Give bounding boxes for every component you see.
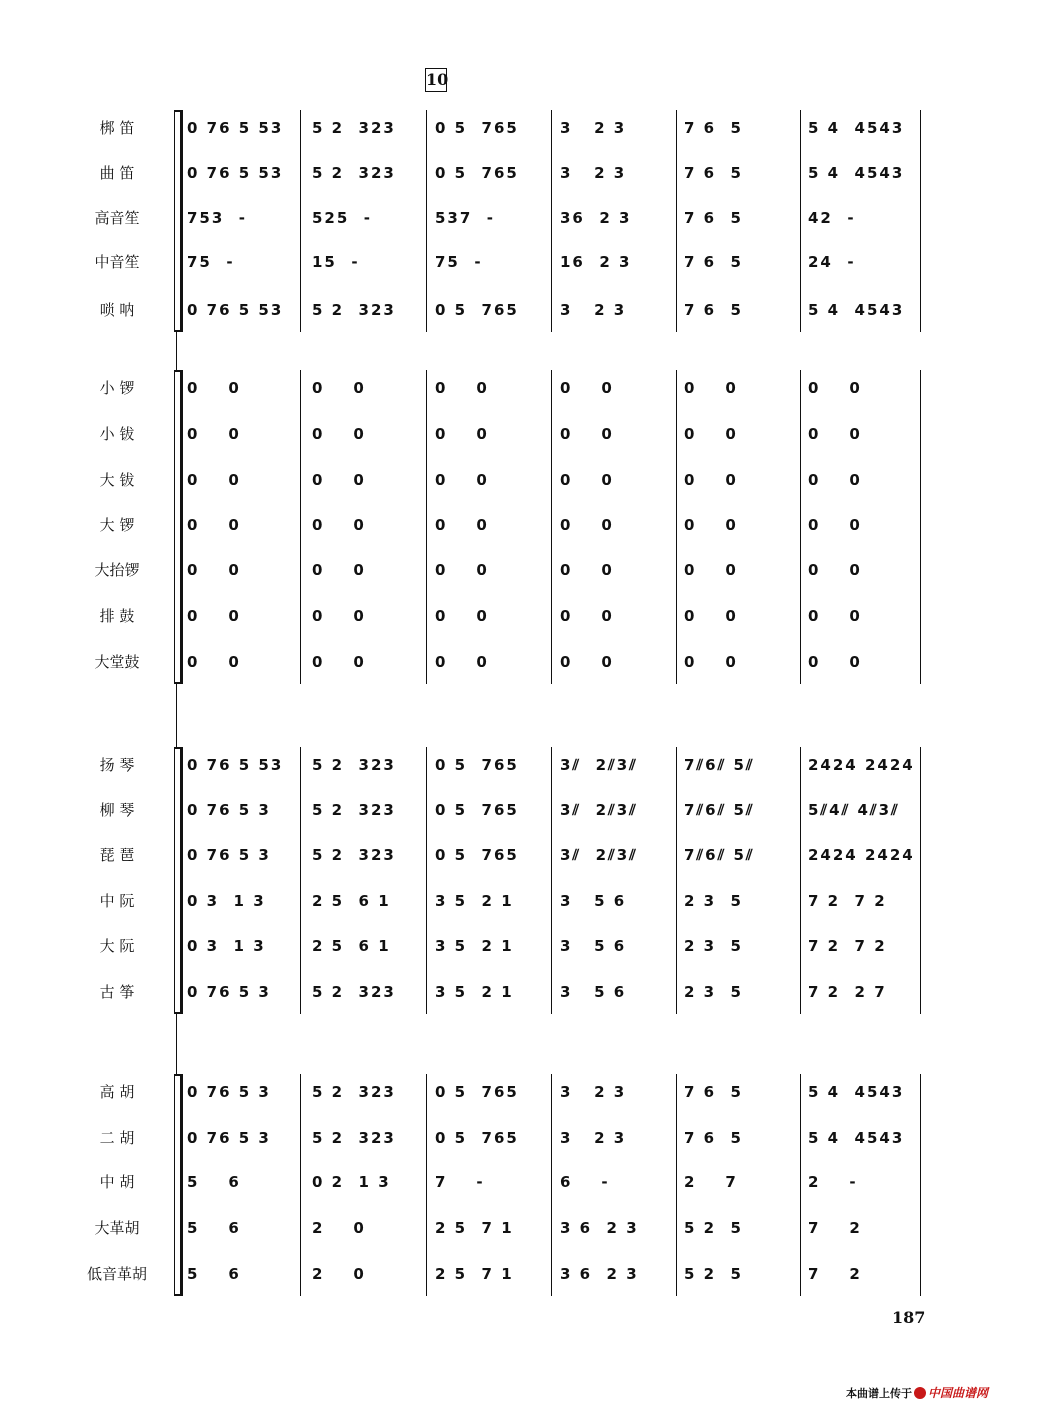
- measure-cell: 0 0: [312, 653, 366, 671]
- barline: [300, 1074, 301, 1296]
- measure-cell: 0 0: [808, 607, 862, 625]
- instrument-label: 唢 呐: [99, 301, 135, 319]
- measure-cell: 3 5 2 1: [435, 892, 514, 910]
- measure-cell: 5 4 4543: [808, 1129, 905, 1147]
- system-bowed: [0, 1074, 1040, 1296]
- measure-cell: 5 6: [187, 1173, 241, 1191]
- barline: [426, 370, 427, 684]
- measure-cell: 0 5 765: [435, 756, 519, 774]
- instrument-label: 琵 琶: [99, 846, 135, 864]
- measure-cell: 2 7: [684, 1173, 738, 1191]
- measure-cell: 2424 2424: [808, 756, 915, 774]
- measure-cell: 2 0: [312, 1265, 366, 1283]
- measure-cell: 0 0: [560, 607, 614, 625]
- measure-cell: 0 76 5 53: [187, 164, 284, 182]
- measure-cell: 36 2 3: [560, 209, 632, 227]
- measure-cell: 7 6 5: [684, 164, 743, 182]
- barline: [676, 110, 677, 332]
- system-brace: [174, 1074, 175, 1296]
- barline: [920, 1074, 921, 1296]
- measure-cell: 5 2 323: [312, 846, 396, 864]
- instrument-label: 大抬锣: [94, 561, 140, 579]
- instrument-label: 中音笙: [94, 253, 140, 271]
- measure-cell: 0 0: [808, 425, 862, 443]
- site-logo-icon: [914, 1387, 926, 1399]
- barline: [551, 747, 552, 1014]
- instrument-label: 低音革胡: [86, 1265, 147, 1283]
- measure-cell: 0 0: [808, 561, 862, 579]
- measure-cell: 0 76 5 3: [187, 801, 271, 819]
- measure-cell: 7⫽6⫽ 5⫽: [684, 756, 755, 774]
- measure-cell: 7 2 7 2: [808, 892, 887, 910]
- measure-cell: 3 2 3: [560, 1129, 627, 1147]
- system-winds: [0, 110, 1040, 332]
- measure-cell: 0 76 5 53: [187, 119, 284, 137]
- system-brace: [174, 747, 175, 1014]
- instrument-label: 古 筝: [99, 983, 135, 1001]
- measure-cell: 15 -: [312, 253, 360, 271]
- measure-cell: 3 2 3: [560, 164, 627, 182]
- measure-cell: 3 5 6: [560, 892, 627, 910]
- measure-cell: 0 76 5 53: [187, 301, 284, 319]
- system-connector: [176, 332, 177, 370]
- measure-cell: 0 0: [312, 379, 366, 397]
- measure-cell: 5 6: [187, 1219, 241, 1237]
- instrument-label: 大革胡: [94, 1219, 140, 1237]
- barline: [676, 747, 677, 1014]
- instrument-label: 中 胡: [99, 1173, 135, 1191]
- measure-cell: 0 76 5 3: [187, 1083, 271, 1101]
- measure-cell: 0 76 5 3: [187, 983, 271, 1001]
- measure-cell: 0 0: [808, 516, 862, 534]
- system-start-barline: [180, 110, 183, 332]
- measure-cell: 0 0: [684, 425, 738, 443]
- system-start-barline: [180, 1074, 183, 1296]
- measure-cell: 7 2: [808, 1219, 862, 1237]
- barline: [800, 110, 801, 332]
- instrument-label: 排 鼓: [99, 607, 135, 625]
- system-brace: [174, 370, 175, 684]
- measure-cell: 3 6 2 3: [560, 1219, 639, 1237]
- footer: [846, 1384, 988, 1401]
- measure-cell: 753 -: [187, 209, 247, 227]
- measure-cell: 7⫽6⫽ 5⫽: [684, 801, 755, 819]
- instrument-label: 曲 笛: [99, 164, 135, 182]
- measure-cell: 2 -: [808, 1173, 858, 1191]
- instrument-label: 扬 琴: [99, 756, 135, 774]
- measure-cell: 0 0: [312, 561, 366, 579]
- measure-cell: 0 5 765: [435, 119, 519, 137]
- measure-cell: 0 76 5 3: [187, 1129, 271, 1147]
- measure-cell: 2 0: [312, 1219, 366, 1237]
- measure-cell: 0 0: [312, 607, 366, 625]
- measure-cell: 0 0: [435, 425, 489, 443]
- measure-cell: 3 5 6: [560, 937, 627, 955]
- system-plucked: [0, 747, 1040, 1014]
- footer-brand: 中国曲谱网: [928, 1386, 989, 1400]
- measure-cell: 7 6 5: [684, 209, 743, 227]
- measure-cell: 0 0: [187, 607, 241, 625]
- measure-cell: 0 5 765: [435, 1129, 519, 1147]
- measure-cell: 0 0: [560, 516, 614, 534]
- barline: [551, 370, 552, 684]
- measure-cell: 5 2 323: [312, 983, 396, 1001]
- measure-cell: 3⫽ 2⫽3⫽: [560, 846, 638, 864]
- measure-cell: 0 5 765: [435, 846, 519, 864]
- measure-cell: 75 -: [187, 253, 235, 271]
- measure-cell: 3 2 3: [560, 301, 627, 319]
- instrument-label: 大堂鼓: [94, 653, 140, 671]
- barline: [426, 747, 427, 1014]
- system-percussion: [0, 370, 1040, 684]
- measure-cell: 5 4 4543: [808, 301, 905, 319]
- measure-cell: 5 2 323: [312, 801, 396, 819]
- measure-cell: 5 6: [187, 1265, 241, 1283]
- measure-cell: 0 5 765: [435, 801, 519, 819]
- measure-cell: 0 0: [560, 379, 614, 397]
- instrument-label: 梆 笛: [99, 119, 135, 137]
- measure-cell: 5 4 4543: [808, 164, 905, 182]
- measure-cell: 5 2 5: [684, 1219, 743, 1237]
- measure-cell: 0 0: [808, 653, 862, 671]
- measure-cell: 3 2 3: [560, 119, 627, 137]
- measure-cell: 0 0: [435, 516, 489, 534]
- measure-cell: 0 0: [684, 471, 738, 489]
- instrument-label: 中 阮: [99, 892, 135, 910]
- measure-cell: 5 4 4543: [808, 119, 905, 137]
- measure-cell: 6 -: [560, 1173, 610, 1191]
- barline: [920, 370, 921, 684]
- measure-cell: 0 0: [684, 653, 738, 671]
- measure-cell: 24 -: [808, 253, 856, 271]
- measure-cell: 16 2 3: [560, 253, 632, 271]
- measure-cell: 2 3 5: [684, 937, 743, 955]
- system-connector: [176, 1014, 177, 1074]
- rehearsal-mark: 10: [425, 68, 447, 92]
- measure-cell: 0 0: [187, 379, 241, 397]
- system-connector: [176, 684, 177, 747]
- measure-cell: 0 76 5 3: [187, 846, 271, 864]
- measure-cell: 525 -: [312, 209, 372, 227]
- measure-cell: 7 6 5: [684, 1083, 743, 1101]
- measure-cell: 75 -: [435, 253, 483, 271]
- measure-cell: 0 2 1 3: [312, 1173, 391, 1191]
- measure-cell: 3 5 6: [560, 983, 627, 1001]
- measure-cell: 2 5 6 1: [312, 937, 391, 955]
- measure-cell: 7 2 2 7: [808, 983, 887, 1001]
- measure-cell: 7 6 5: [684, 253, 743, 271]
- instrument-label: 大 阮: [99, 937, 135, 955]
- measure-cell: 7 6 5: [684, 301, 743, 319]
- footer-text: 本曲谱上传于: [846, 1387, 912, 1400]
- measure-cell: 7 2: [808, 1265, 862, 1283]
- barline: [300, 747, 301, 1014]
- measure-cell: 7 2 7 2: [808, 937, 887, 955]
- instrument-label: 小 钹: [99, 425, 135, 443]
- measure-cell: 0 0: [684, 379, 738, 397]
- measure-cell: 0 0: [560, 653, 614, 671]
- instrument-label: 大 钹: [99, 471, 135, 489]
- measure-cell: 5 2 323: [312, 119, 396, 137]
- measure-cell: 0 0: [187, 516, 241, 534]
- measure-cell: 0 5 765: [435, 301, 519, 319]
- instrument-label: 高音笙: [94, 209, 140, 227]
- instrument-label: 柳 琴: [99, 801, 135, 819]
- system-start-barline: [180, 370, 183, 684]
- barline: [800, 370, 801, 684]
- measure-cell: 2 5 7 1: [435, 1219, 514, 1237]
- measure-cell: 2 5 6 1: [312, 892, 391, 910]
- barline: [920, 110, 921, 332]
- barline: [800, 1074, 801, 1296]
- measure-cell: 0 0: [187, 425, 241, 443]
- measure-cell: 0 0: [560, 471, 614, 489]
- measure-cell: 0 0: [312, 471, 366, 489]
- measure-cell: 5⫽4⫽ 4⫽3⫽: [808, 801, 900, 819]
- measure-cell: 2 3 5: [684, 892, 743, 910]
- measure-cell: 3 2 3: [560, 1083, 627, 1101]
- measure-cell: 0 0: [435, 471, 489, 489]
- barline: [426, 110, 427, 332]
- measure-cell: 7 6 5: [684, 1129, 743, 1147]
- measure-cell: 0 0: [435, 607, 489, 625]
- measure-cell: 0 5 765: [435, 1083, 519, 1101]
- measure-cell: 0 0: [684, 561, 738, 579]
- system-brace: [174, 110, 175, 332]
- measure-cell: 0 0: [435, 561, 489, 579]
- instrument-label: 高 胡: [99, 1083, 135, 1101]
- instrument-label: 小 锣: [99, 379, 135, 397]
- measure-cell: 5 2 5: [684, 1265, 743, 1283]
- barline: [426, 1074, 427, 1296]
- measure-cell: 5 2 323: [312, 756, 396, 774]
- measure-cell: 42 -: [808, 209, 856, 227]
- measure-cell: 0 0: [560, 425, 614, 443]
- measure-cell: 0 0: [435, 379, 489, 397]
- barline: [300, 370, 301, 684]
- barline: [551, 110, 552, 332]
- measure-cell: 0 0: [808, 379, 862, 397]
- measure-cell: 2 3 5: [684, 983, 743, 1001]
- measure-cell: 7⫽6⫽ 5⫽: [684, 846, 755, 864]
- measure-cell: 0 0: [560, 561, 614, 579]
- barline: [676, 1074, 677, 1296]
- measure-cell: 0 3 1 3: [187, 892, 266, 910]
- measure-cell: 3⫽ 2⫽3⫽: [560, 756, 638, 774]
- measure-cell: 0 0: [312, 516, 366, 534]
- measure-cell: 5 2 323: [312, 164, 396, 182]
- measure-cell: 3⫽ 2⫽3⫽: [560, 801, 638, 819]
- measure-cell: 0 0: [684, 607, 738, 625]
- measure-cell: 3 6 2 3: [560, 1265, 639, 1283]
- barline: [676, 370, 677, 684]
- measure-cell: 5 2 323: [312, 1129, 396, 1147]
- barline: [920, 747, 921, 1014]
- system-start-barline: [180, 747, 183, 1014]
- measure-cell: 537 -: [435, 209, 495, 227]
- measure-cell: 0 3 1 3: [187, 937, 266, 955]
- measure-cell: 0 0: [435, 653, 489, 671]
- measure-cell: 7 -: [435, 1173, 485, 1191]
- barline: [300, 110, 301, 332]
- measure-cell: 7 6 5: [684, 119, 743, 137]
- measure-cell: 0 0: [312, 425, 366, 443]
- measure-cell: 2 5 7 1: [435, 1265, 514, 1283]
- barline: [551, 1074, 552, 1296]
- measure-cell: 0 0: [808, 471, 862, 489]
- page-number: 187: [892, 1308, 926, 1327]
- measure-cell: 3 5 2 1: [435, 983, 514, 1001]
- measure-cell: 2424 2424: [808, 846, 915, 864]
- instrument-label: 二 胡: [99, 1129, 135, 1147]
- measure-cell: 0 0: [187, 561, 241, 579]
- barline: [800, 747, 801, 1014]
- measure-cell: 5 2 323: [312, 301, 396, 319]
- measure-cell: 5 2 323: [312, 1083, 396, 1101]
- instrument-label: 大 锣: [99, 516, 135, 534]
- measure-cell: 0 0: [187, 471, 241, 489]
- measure-cell: 0 76 5 53: [187, 756, 284, 774]
- measure-cell: 0 0: [684, 516, 738, 534]
- measure-cell: 0 0: [187, 653, 241, 671]
- measure-cell: 5 4 4543: [808, 1083, 905, 1101]
- measure-cell: 3 5 2 1: [435, 937, 514, 955]
- measure-cell: 0 5 765: [435, 164, 519, 182]
